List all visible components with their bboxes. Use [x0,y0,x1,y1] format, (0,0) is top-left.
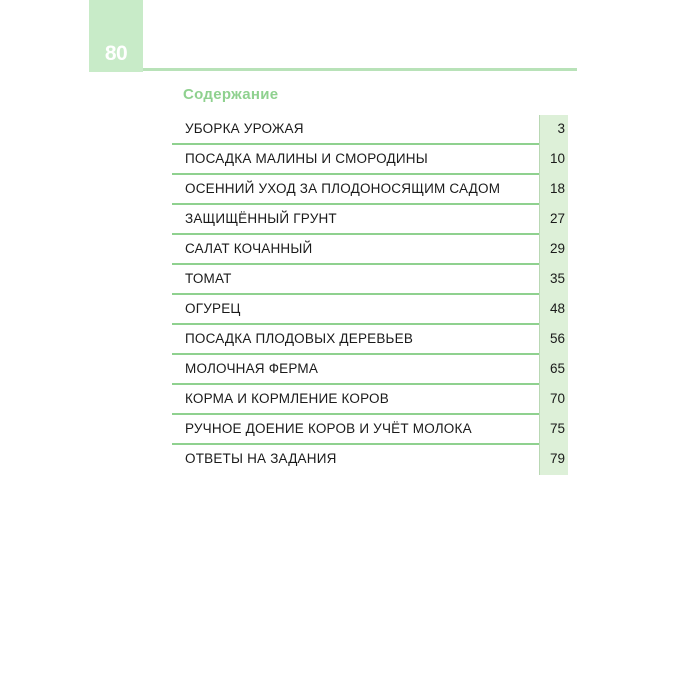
toc-title: Содержание [183,86,279,103]
toc-page-cell [539,445,568,475]
toc-page-number: 70 [549,391,565,406]
toc-entry-label: ПОСАДКА ПЛОДОВЫХ ДЕРЕВЬЕВ [185,331,414,346]
toc-row[interactable] [172,265,568,295]
page-number: 80 [104,42,128,65]
toc-page-number: 65 [549,361,565,376]
toc-page-number: 10 [549,151,565,166]
toc-entry-label: РУЧНОЕ ДОЕНИЕ КОРОВ И УЧЁТ МОЛОКА [185,421,472,436]
toc-entry-label: ОГУРЕЦ [185,301,241,316]
toc-page-cell [539,145,568,175]
toc-page-cell [539,115,568,145]
toc-page-number: 48 [549,301,565,316]
toc-page-number: 79 [549,451,565,466]
page-number-tab [89,0,143,72]
toc-entry-label: КОРМА И КОРМЛЕНИЕ КОРОВ [185,391,389,406]
toc-page-cell [539,235,568,265]
toc-row[interactable] [172,115,568,145]
toc-entry-label: МОЛОЧНАЯ ФЕРМА [185,361,319,376]
toc-row[interactable] [172,175,568,205]
toc-page-cell [539,205,568,235]
toc-entry-label: ПОСАДКА МАЛИНЫ И СМОРОДИНЫ [185,151,428,166]
toc-row[interactable] [172,445,568,475]
toc-page-cell [539,355,568,385]
toc-page-number: 35 [549,271,565,286]
table-of-contents [172,115,568,475]
toc-page-cell [539,325,568,355]
toc-page-cell [539,295,568,325]
toc-row[interactable] [172,355,568,385]
toc-row[interactable] [172,415,568,445]
toc-entry-label: ЗАЩИЩЁННЫЙ ГРУНТ [185,211,337,226]
toc-page-cell [539,175,568,205]
toc-page-number: 18 [549,181,565,196]
toc-row[interactable] [172,145,568,175]
toc-entry-label: САЛАТ КОЧАННЫЙ [185,241,313,256]
toc-page-number: 29 [549,241,565,256]
toc-page-number: 27 [549,211,565,226]
toc-page-cell [539,265,568,295]
toc-page-number: 3 [557,121,565,136]
toc-entry-label: ТОМАТ [185,271,232,286]
toc-entry-label: УБОРКА УРОЖАЯ [185,121,304,136]
toc-row[interactable] [172,325,568,355]
toc-page-number: 56 [549,331,565,346]
toc-entry-label: ОТВЕТЫ НА ЗАДАНИЯ [185,451,337,466]
toc-entry-label: ОСЕННИЙ УХОД ЗА ПЛОДОНОСЯЩИМ САДОМ [185,181,501,196]
toc-row[interactable] [172,295,568,325]
toc-page-number: 75 [549,421,565,436]
toc-page-cell [539,415,568,445]
toc-page-cell [539,385,568,415]
toc-row[interactable] [172,235,568,265]
header-rule [143,68,577,71]
toc-row[interactable] [172,385,568,415]
toc-row[interactable] [172,205,568,235]
